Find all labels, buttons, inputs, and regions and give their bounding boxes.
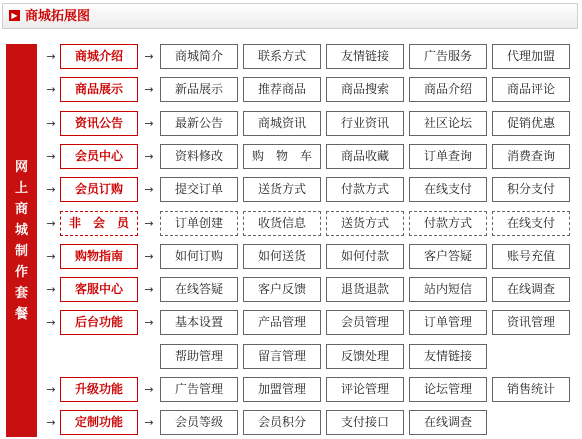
feature-item: 在线支付 xyxy=(409,177,487,202)
feature-item: 消费查询 xyxy=(492,144,570,169)
feature-item: 论坛管理 xyxy=(409,377,487,402)
feature-item: 在线支付 xyxy=(492,211,570,236)
feature-item: 行业资讯 xyxy=(326,111,404,136)
feature-item: 社区论坛 xyxy=(409,111,487,136)
category-box: 非 会 员 xyxy=(60,211,138,236)
category-box: 商城介绍 xyxy=(60,44,138,69)
side-label-char: 网 xyxy=(14,159,28,175)
arrow-icon: → xyxy=(144,283,154,296)
arrow-icon: → xyxy=(46,383,56,396)
arrow-icon: → xyxy=(46,283,56,296)
feature-item: 帮助管理 xyxy=(160,344,238,369)
feature-item: 购 物 车 xyxy=(243,144,321,169)
arrow-icon: → xyxy=(46,316,56,329)
category-box: 后台功能 xyxy=(60,310,138,335)
category-box: 会员订购 xyxy=(60,177,138,202)
feature-item: 送货方式 xyxy=(326,211,404,236)
feature-item: 账号充值 xyxy=(492,244,570,269)
arrow-icon: → xyxy=(46,83,56,96)
category-box: 会员中心 xyxy=(60,144,138,169)
feature-item: 订单查询 xyxy=(409,144,487,169)
category-box: 资讯公告 xyxy=(60,111,138,136)
arrow-icon: → xyxy=(144,316,154,329)
feature-item: 友情链接 xyxy=(326,44,404,69)
side-label-char: 城 xyxy=(14,222,28,238)
side-label-char: 制 xyxy=(14,243,28,259)
feature-item: 如何付款 xyxy=(326,244,404,269)
feature-item: 如何订购 xyxy=(160,244,238,269)
arrow-icon: → xyxy=(144,416,154,429)
feature-item: 付款方式 xyxy=(326,177,404,202)
feature-item: 订单创建 xyxy=(160,211,238,236)
arrow-icon: → xyxy=(46,183,56,196)
side-label-char: 餐 xyxy=(14,306,28,322)
arrow-icon: → xyxy=(46,250,56,263)
feature-item: 资料修改 xyxy=(160,144,238,169)
feature-item: 在线答疑 xyxy=(160,277,238,302)
feature-item: 积分支付 xyxy=(492,177,570,202)
arrow-icon: → xyxy=(46,416,56,429)
feature-item: 会员积分 xyxy=(243,410,321,435)
feature-item: 商城资讯 xyxy=(243,111,321,136)
feature-item: 评论管理 xyxy=(326,377,404,402)
category-box: 升级功能 xyxy=(60,377,138,402)
arrow-icon: → xyxy=(144,250,154,263)
feature-item: 销售统计 xyxy=(492,377,570,402)
feature-item: 如何送货 xyxy=(243,244,321,269)
feature-item: 商城简介 xyxy=(160,44,238,69)
feature-item: 新品展示 xyxy=(160,77,238,102)
arrow-icon: → xyxy=(46,217,56,230)
feature-item: 基本设置 xyxy=(160,310,238,335)
side-label-char: 作 xyxy=(14,264,28,280)
feature-item: 加盟管理 xyxy=(243,377,321,402)
feature-item: 最新公告 xyxy=(160,111,238,136)
side-label-char: 商 xyxy=(14,201,28,217)
header-bar xyxy=(2,3,578,29)
feature-item: 会员管理 xyxy=(326,310,404,335)
category-box: 定制功能 xyxy=(60,410,138,435)
feature-item: 促销优惠 xyxy=(492,111,570,136)
arrow-icon: → xyxy=(144,383,154,396)
arrow-icon: → xyxy=(144,217,154,230)
feature-item: 反馈处理 xyxy=(326,344,404,369)
feature-item: 送货方式 xyxy=(243,177,321,202)
play-icon: ▶ xyxy=(9,10,20,21)
feature-item: 留言管理 xyxy=(243,344,321,369)
feature-item: 商品介绍 xyxy=(409,77,487,102)
arrow-icon: → xyxy=(144,183,154,196)
feature-item: 订单管理 xyxy=(409,310,487,335)
page-title: 商城拓展图 xyxy=(25,9,91,24)
category-box: 客服中心 xyxy=(60,277,138,302)
feature-item: 友情链接 xyxy=(409,344,487,369)
side-label-char: 上 xyxy=(14,180,28,196)
arrow-icon: → xyxy=(46,150,56,163)
side-label xyxy=(6,44,37,437)
arrow-icon: → xyxy=(144,50,154,63)
feature-item: 产品管理 xyxy=(243,310,321,335)
feature-item: 支付接口 xyxy=(326,410,404,435)
feature-item: 广告管理 xyxy=(160,377,238,402)
side-label-char: 套 xyxy=(14,285,28,301)
feature-item: 商品评论 xyxy=(492,77,570,102)
feature-item: 站内短信 xyxy=(409,277,487,302)
arrow-icon: → xyxy=(46,50,56,63)
feature-item: 退货退款 xyxy=(326,277,404,302)
arrow-icon: → xyxy=(144,150,154,163)
feature-item: 联系方式 xyxy=(243,44,321,69)
category-box: 商品展示 xyxy=(60,77,138,102)
feature-item: 在线调查 xyxy=(409,410,487,435)
arrow-icon: → xyxy=(144,117,154,130)
feature-item: 资讯管理 xyxy=(492,310,570,335)
feature-item: 提交订单 xyxy=(160,177,238,202)
feature-item: 推荐商品 xyxy=(243,77,321,102)
feature-item: 商品收藏 xyxy=(326,144,404,169)
feature-item: 会员等级 xyxy=(160,410,238,435)
feature-item: 客户答疑 xyxy=(409,244,487,269)
feature-item: 广告服务 xyxy=(409,44,487,69)
arrow-icon: → xyxy=(144,83,154,96)
feature-item: 付款方式 xyxy=(409,211,487,236)
feature-item: 商品搜索 xyxy=(326,77,404,102)
feature-item: 在线调查 xyxy=(492,277,570,302)
feature-item: 收货信息 xyxy=(243,211,321,236)
arrow-icon: → xyxy=(46,117,56,130)
feature-item: 代理加盟 xyxy=(492,44,570,69)
category-box: 购物指南 xyxy=(60,244,138,269)
feature-item: 客户反馈 xyxy=(243,277,321,302)
